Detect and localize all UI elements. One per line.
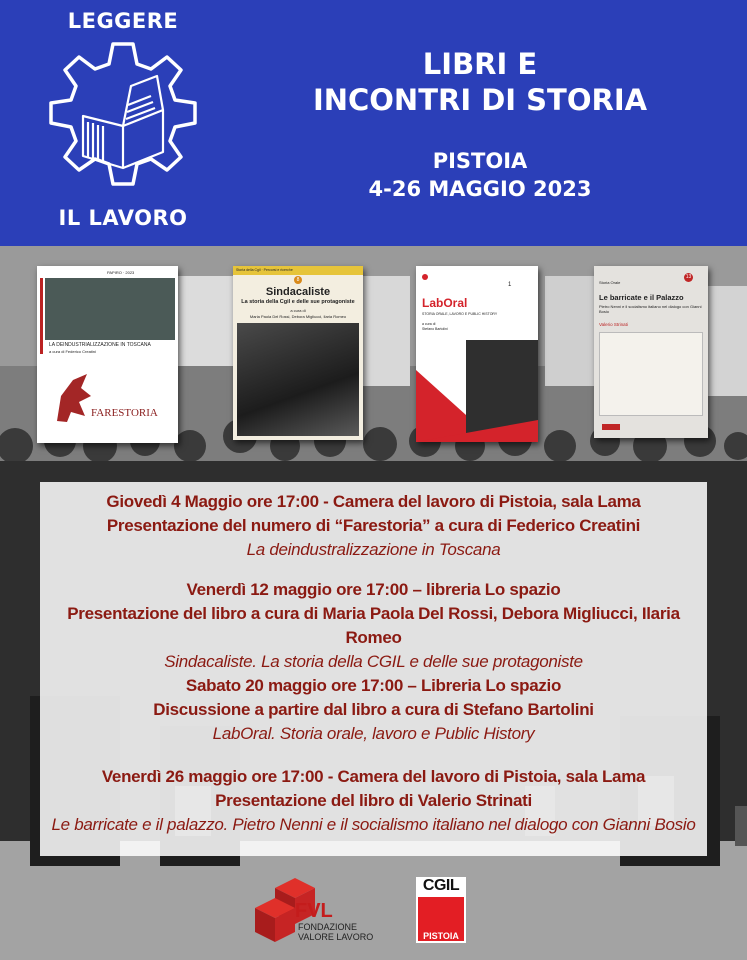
- header-banner: [0, 0, 747, 246]
- event-1: [40, 490, 707, 562]
- book-1-photo: [45, 278, 175, 340]
- event-4-title: Le barricate e il palazzo. Pietro Nenni e il socialismo italiano nel dialogo con Gianni Bosio: [51, 815, 696, 834]
- fvl-name: FVL: [295, 900, 333, 922]
- event-4-headline: Venerdì 26 maggio ore 17:00 - Camera del lavoro di Pistoia, sala Lama: [101, 767, 646, 786]
- event-3-title: LabOral. Storia orale, lavoro e Public History: [212, 724, 535, 743]
- event-2-description: Presentazione del libro a cura di Maria Paola Del Rossi, Debora Migliucci, Ilaria Romeo: [67, 604, 680, 647]
- event-4: [40, 765, 707, 837]
- book-cover-barricate: [594, 266, 708, 438]
- city-label: PISTOIA: [432, 149, 528, 173]
- title-line-2: INCONTRI DI STORIA: [312, 83, 648, 117]
- book-1-stripe: [40, 278, 43, 354]
- logo-bottom-text: IL LAVORO: [58, 206, 188, 230]
- title-line-1: LIBRI E: [422, 47, 538, 81]
- event-1-headline: Giovedì 4 Maggio ore 17:00 - Camera del lavoro di Pistoia, sala Lama: [106, 492, 641, 511]
- date-range: 4-26 MAGGIO 2023: [368, 177, 592, 201]
- book-2-series: Storia della Cgil · Percorsi e ricerche: [236, 268, 293, 272]
- cgil-name: CGIL: [422, 877, 460, 894]
- fvl-line-1: FONDAZIONE: [298, 922, 358, 932]
- book-4-author: Valerio Strinati: [599, 322, 628, 327]
- book-2-badge: 8: [294, 276, 302, 284]
- book-cover-laboral: [416, 266, 538, 442]
- fvl-subtitle: [298, 922, 378, 942]
- event-2: [40, 578, 707, 674]
- book-cover-farestoria: [37, 266, 178, 443]
- gear-book-logo-icon: [33, 30, 213, 210]
- event-3-headline: Sabato 20 maggio ore 17:00 – Libreria Lo spazio: [185, 676, 562, 695]
- book-4-series: Storia Orale: [599, 280, 621, 285]
- book-4-subtitle: Pietro Nenni e il socialismo italiano nel dialogo con Gianni Bosio: [599, 304, 702, 314]
- event-2-headline: Venerdì 12 maggio ore 17:00 – libreria Lo spazio: [186, 580, 561, 599]
- book-2-authors: Maria Paola Del Rossi, Debora Migliucci, Ilaria Romeo: [249, 314, 347, 319]
- event-2-title: Sindacaliste. La storia della CGIL e delle sue protagoniste: [164, 652, 583, 671]
- book-2-photo: [237, 323, 359, 436]
- event-3-description: Discussione a partire dal libro a cura di Stefano Bartolini: [153, 700, 594, 719]
- book-4-title: Le barricate e il Palazzo: [599, 293, 684, 302]
- book-3-subtitle: STORIA ORALE, LAVORO E PUBLIC HISTORY: [422, 312, 498, 316]
- book-1-subtitle: LA DEINDUSTRIALIZZAZIONE IN TOSCANA: [49, 342, 151, 348]
- book-1-editor: a cura di Federico Creatini: [49, 349, 96, 354]
- fvl-line-2: VALORE LAVORO: [298, 932, 374, 942]
- book-4-publisher-logo: [602, 424, 620, 430]
- book-3-author: Stefano Bartolini: [422, 327, 448, 331]
- book-2-editor: a cura di: [290, 308, 306, 313]
- book-3-cover-graphic: [416, 340, 538, 442]
- book-2-title: Sindacaliste: [265, 286, 331, 298]
- event-1-description: Presentazione del numero di “Farestoria” a cura di Federico Creatini: [106, 516, 641, 535]
- event-3: [40, 674, 707, 746]
- logo-top-text: LEGGERE: [67, 9, 179, 33]
- book-2-subtitle: La storia della Cgil e delle sue protagoniste: [241, 299, 355, 305]
- event-4-description: Presentazione del libro di Valerio Strinati: [215, 791, 532, 810]
- book-4-document-image: [599, 332, 703, 416]
- book-1-brand: FARESTORIA: [91, 407, 158, 419]
- events-panel: [40, 482, 707, 856]
- book-3-logo-dot: [422, 274, 428, 280]
- book-3-number: 1: [508, 282, 512, 288]
- cgil-subtitle: PISTOIA: [423, 931, 459, 941]
- book-4-badge: 13: [685, 274, 692, 280]
- event-1-title: La deindustralizzazione in Toscana: [246, 540, 501, 559]
- book-1-header: PAPIRO · 2023: [107, 270, 135, 275]
- book-3-editor: a cura di: [422, 322, 436, 326]
- book-cover-sindacaliste: [233, 266, 363, 440]
- book-3-title: LabOral: [422, 296, 468, 310]
